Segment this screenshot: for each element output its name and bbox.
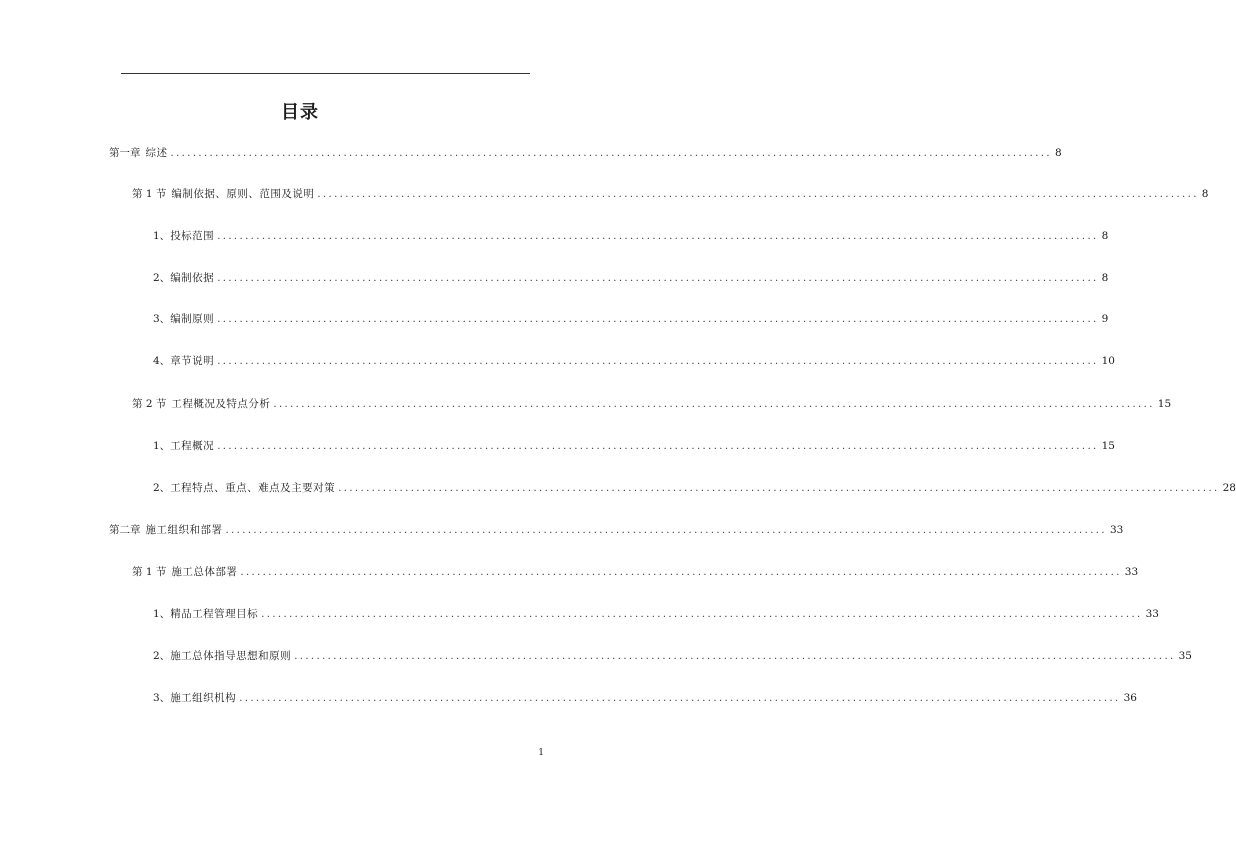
toc-entry-item[interactable] xyxy=(153,270,1109,286)
toc-entry-page: 8 xyxy=(1201,188,1209,200)
toc-dot-leader: .............................................................................................................................................................. xyxy=(317,189,1199,200)
toc-dot-leader: .............................................................................................................................................................. xyxy=(261,609,1143,620)
toc-entry-text: 投标范围 xyxy=(170,230,215,242)
toc-entry-text: 精品工程管理目标 xyxy=(170,608,259,620)
toc-title: 目录 xyxy=(281,102,319,123)
toc-entry-page: 8 xyxy=(1101,272,1109,284)
toc-entry-section-2-1[interactable] xyxy=(132,564,1139,580)
toc-dot-leader: .............................................................................................................................................................. xyxy=(338,483,1220,494)
toc-entry-number: 第二章 xyxy=(109,524,141,536)
toc-entry-number: 第 1 节 xyxy=(132,188,167,200)
toc-entry-number: 第 2 节 xyxy=(132,398,167,410)
toc-entry-page: 33 xyxy=(1109,524,1124,536)
toc-entry-section-1-1[interactable] xyxy=(132,186,1209,202)
toc-dot-leader: .............................................................................................................................................................. xyxy=(225,525,1107,536)
toc-entry-text: 施工组织和部署 xyxy=(145,524,223,536)
toc-entry-text: 编制依据 xyxy=(170,272,215,284)
toc-dot-leader: .............................................................................................................................................................. xyxy=(217,314,1099,325)
toc-entry-text: 施工组织机构 xyxy=(170,692,237,704)
toc-entry-number: 第 1 节 xyxy=(132,566,167,578)
toc-entry-item[interactable] xyxy=(153,438,1115,454)
toc-entry-chapter-1[interactable] xyxy=(109,145,1062,161)
toc-dot-leader: .............................................................................................................................................................. xyxy=(239,693,1121,704)
toc-entry-item[interactable] xyxy=(153,311,1109,327)
toc-entry-text: 综述 xyxy=(145,147,168,159)
toc-entry-text: 工程概况 xyxy=(170,440,215,452)
toc-entry-number: 2、 xyxy=(153,272,171,284)
toc-dot-leader: .............................................................................................................................................................. xyxy=(217,273,1099,284)
toc-entry-page: 36 xyxy=(1123,692,1137,704)
toc-entry-page: 9 xyxy=(1101,313,1109,325)
toc-entry-item[interactable] xyxy=(153,480,1236,496)
toc-entry-number: 3、 xyxy=(153,313,171,325)
toc-entry-item[interactable] xyxy=(153,648,1192,664)
toc-dot-leader: .............................................................................................................................................................. xyxy=(170,148,1052,159)
toc-dot-leader: .............................................................................................................................................................. xyxy=(217,441,1099,452)
toc-entry-item[interactable] xyxy=(153,690,1137,706)
toc-entry-text: 工程概况及特点分析 xyxy=(171,398,271,410)
toc-entry-page: 8 xyxy=(1101,230,1109,242)
toc-entry-text: 施工总体部署 xyxy=(171,566,238,578)
toc-entry-number: 1、 xyxy=(153,440,171,452)
toc-entry-text: 编制原则 xyxy=(170,313,215,325)
toc-entry-number: 第一章 xyxy=(109,147,141,159)
toc-entry-item[interactable] xyxy=(153,353,1115,369)
toc-entry-number: 1、 xyxy=(153,230,171,242)
toc-entry-page: 10 xyxy=(1101,355,1115,367)
header-rule xyxy=(121,73,530,74)
toc-entry-section-1-2[interactable] xyxy=(132,396,1172,412)
toc-entry-page: 28 xyxy=(1222,482,1236,494)
toc-entry-number: 1、 xyxy=(153,608,171,620)
toc-entry-text: 章节说明 xyxy=(170,355,215,367)
toc-entry-item[interactable] xyxy=(153,606,1159,622)
toc-entry-number: 3、 xyxy=(153,692,171,704)
toc-entry-text: 工程特点、重点、难点及主要对策 xyxy=(170,482,336,494)
toc-entry-page: 33 xyxy=(1124,566,1139,578)
toc-dot-leader: .............................................................................................................................................................. xyxy=(273,399,1155,410)
toc-entry-page: 8 xyxy=(1054,147,1062,159)
toc-entry-page: 33 xyxy=(1145,608,1159,620)
toc-dot-leader: .............................................................................................................................................................. xyxy=(217,231,1099,242)
page-number: 1 xyxy=(538,748,544,758)
toc-entry-number: 2、 xyxy=(153,482,171,494)
toc-entry-item[interactable] xyxy=(153,228,1109,244)
toc-entry-number: 2、 xyxy=(153,650,171,662)
toc-entry-text: 施工总体指导思想和原则 xyxy=(170,650,292,662)
toc-entry-page: 35 xyxy=(1178,650,1192,662)
toc-entry-number: 4、 xyxy=(153,355,171,367)
toc-dot-leader: .............................................................................................................................................................. xyxy=(217,356,1099,367)
toc-entry-page: 15 xyxy=(1157,398,1172,410)
toc-entry-page: 15 xyxy=(1101,440,1115,452)
toc-entry-text: 编制依据、原则、范围及说明 xyxy=(171,188,315,200)
toc-entry-chapter-2[interactable] xyxy=(109,522,1124,538)
toc-dot-leader: .............................................................................................................................................................. xyxy=(294,651,1176,662)
toc-dot-leader: .............................................................................................................................................................. xyxy=(240,567,1122,578)
